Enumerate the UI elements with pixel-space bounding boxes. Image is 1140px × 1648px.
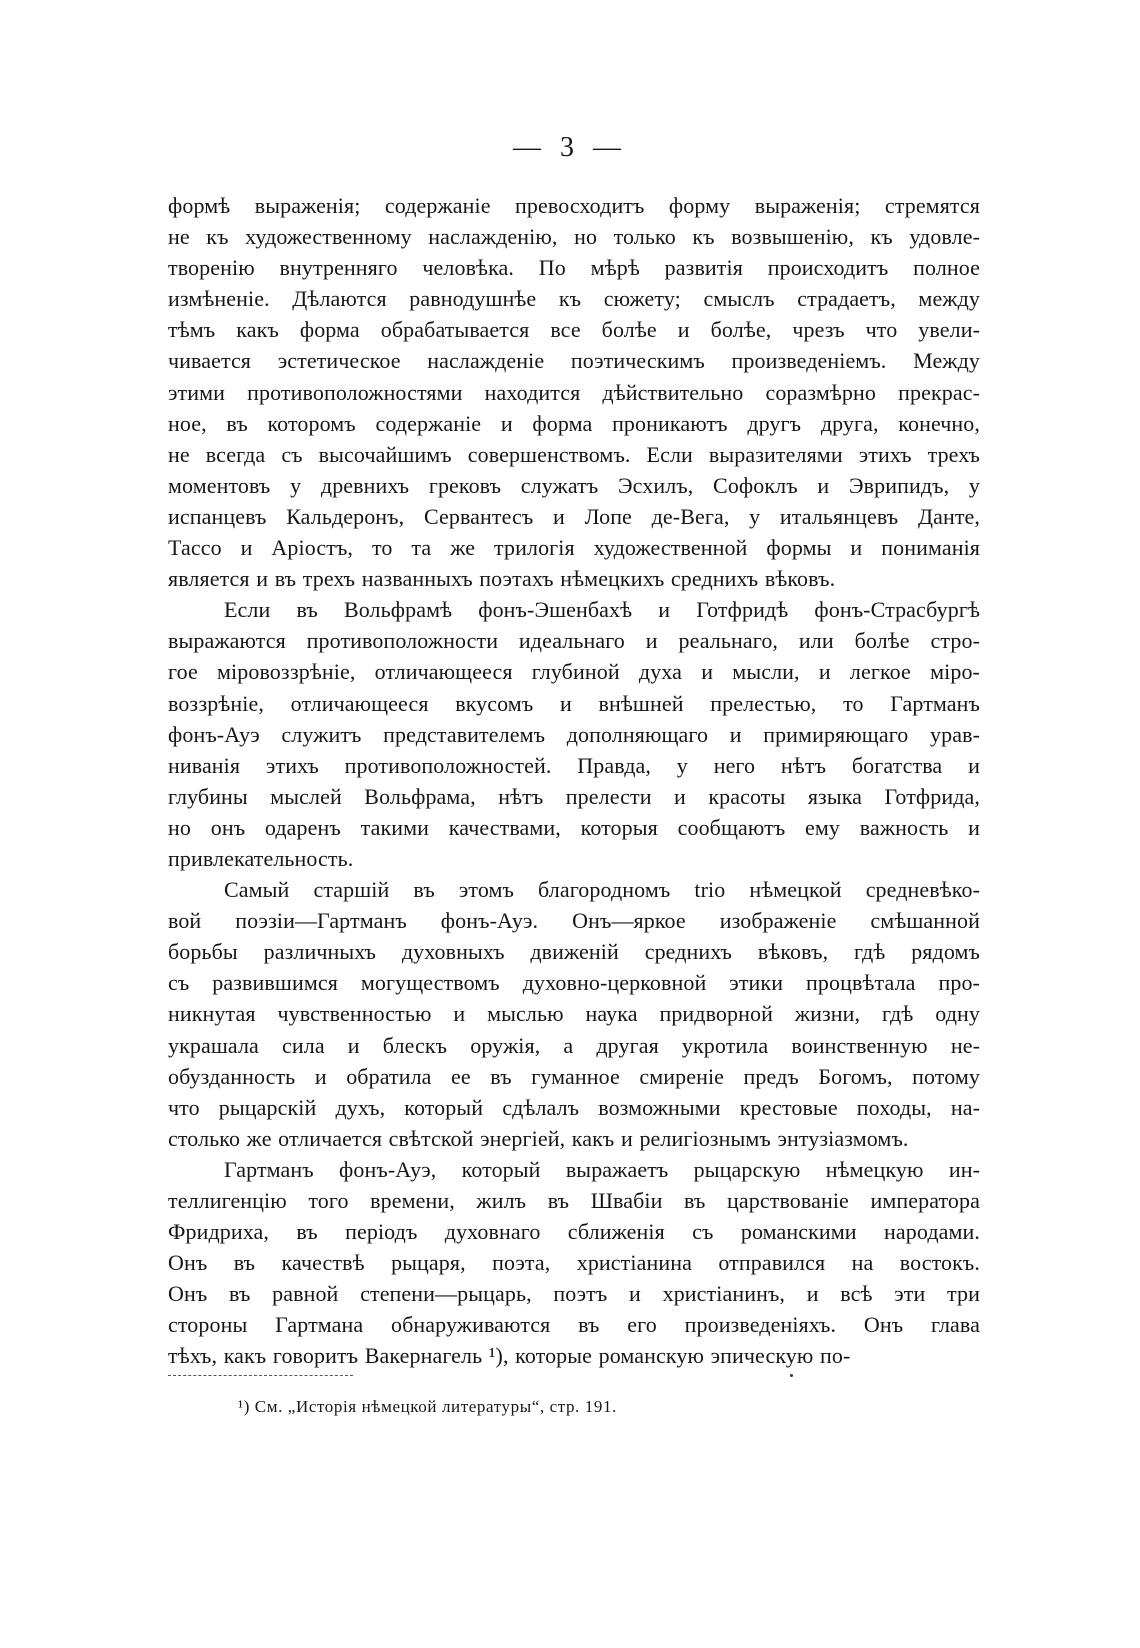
text-line: этими противоположностями находится дѣйствительно соразмѣрно прекрас- (168, 379, 980, 405)
text-line: Тассо и Аріостъ, то та же трилогія художественной формы и пониманія (168, 535, 980, 561)
paragraph (168, 1154, 980, 1372)
text-line: никнутая чувственностью и мыслью наука придворной жизни, гдѣ одну (168, 1001, 980, 1027)
text-line: но онъ одаренъ такими качествами, которыя сообщаютъ ему важность и (168, 814, 980, 840)
text-line: тѣхъ, какъ говоритъ Вакернагель ¹), которые романскую эпическую по- (168, 1343, 851, 1369)
text-line: испанцевъ Кальдеронъ, Сервантесъ и Лопе де-Вега, у итальянцевъ Данте, (168, 503, 980, 529)
text-line: не всегда съ высочайшимъ совершенствомъ. Если выразителями этихъ трехъ (168, 441, 980, 467)
text-line: глубины мыслей Вольфрама, нѣтъ прелести и красоты языка Готфрида, (168, 783, 980, 809)
text-line: воззрѣніе, отличающееся вкусомъ и внѣшней прелестью, то Гартманъ (168, 690, 980, 716)
paragraph (168, 874, 980, 1154)
text-line: Если въ Вольфрамѣ фонъ-Эшенбахѣ и Готфридѣ фонъ-Страсбургѣ (224, 597, 980, 623)
text-line: съ развившимся могуществомъ духовно-церковной этики процвѣтала про- (168, 970, 980, 996)
text-line: моментовъ у древнихъ грековъ служатъ Эсхилъ, Софоклъ и Эврипидъ, у (168, 472, 980, 498)
text-line: фонъ-Ауэ служитъ представителемъ дополняющаго и примиряющаго урав- (168, 721, 980, 747)
text-line: Гартманъ фонъ-Ауэ, который выражаетъ рыцарскую нѣмецкую ин- (224, 1156, 980, 1182)
footnote: ¹) См. „Исторія нѣмецкой литературы“, стр. 191. (238, 1397, 617, 1416)
text-line: привлекательность. (168, 845, 354, 871)
body-text (168, 190, 980, 1372)
paragraph (168, 190, 980, 594)
text-line: является и въ трехъ названныхъ поэтахъ нѣмецкихъ среднихъ вѣковъ. (168, 566, 836, 592)
text-line: чивается эстетическое наслажденіе поэтическимъ произведеніемъ. Между (168, 348, 980, 374)
text-line: гое міровоззрѣніе, отличающееся глубиной духа и мысли, и легкое міро- (168, 659, 980, 685)
text-line: что рыцарскій духъ, который сдѣлалъ возможными крестовые походы, на- (168, 1094, 980, 1120)
text-line: Онъ въ качествѣ рыцаря, поэта, христіанина отправился на востокъ. (168, 1250, 980, 1276)
text-line: украшала сила и блескъ оружія, а другая укротила воинственную не- (168, 1032, 980, 1058)
text-line: ное, въ которомъ содержаніе и форма проникаютъ другъ друга, конечно, (168, 410, 980, 436)
text-line: тѣмъ какъ форма обрабатывается все болѣе и болѣе, чрезъ что увели- (168, 317, 980, 343)
page-number: — 3 — (513, 132, 627, 163)
text-line: Фридриха, въ періодъ духовнаго сближенія съ романскими народами. (168, 1219, 980, 1245)
text-line: обузданность и обратила ее въ гуманное смиреніе предъ Богомъ, потому (168, 1063, 980, 1089)
text-line: стороны Гартмана обнаруживаются въ его произведеніяхъ. Онъ глава (168, 1312, 980, 1338)
text-line: не къ художественному наслажденію, но только къ возвышенію, къ удовле- (168, 224, 980, 250)
text-line: творенію внутренняго человѣка. По мѣрѣ развитія происходитъ полное (168, 255, 980, 281)
text-line: Онъ въ равной степени—рыцарь, поэтъ и христіанинъ, и всѣ эти три (168, 1281, 980, 1307)
print-speck (790, 1374, 793, 1377)
footnote-divider (168, 1375, 353, 1376)
text-line: столько же отличается свѣтской энергіей, какъ и религіознымъ энтузіазмомъ. (168, 1125, 909, 1151)
text-line: ниванія этихъ противоположностей. Правда, у него нѣтъ богатства и (168, 752, 980, 778)
text-line: Самый старшій въ этомъ благородномъ trio нѣмецкой средневѣко- (224, 877, 980, 903)
text-line: борьбы различныхъ духовныхъ движеній среднихъ вѣковъ, гдѣ рядомъ (168, 939, 980, 965)
text-line: вой поэзіи—Гартманъ фонъ-Ауэ. Онъ—яркое изображеніе смѣшанной (168, 908, 980, 934)
paragraph (168, 594, 980, 874)
text-line: измѣненіе. Дѣлаются равнодушнѣе къ сюжету; смыслъ страдаетъ, между (168, 286, 980, 312)
text-line: выражаются противоположности идеальнаго и реальнаго, или болѣе стро- (168, 628, 980, 654)
text-line: теллигенцію того времени, жилъ въ Швабіи въ царствованіе императора (168, 1188, 980, 1213)
text-line: формѣ выраженія; содержаніе превосходитъ форму выраженія; стремятся (168, 193, 980, 218)
